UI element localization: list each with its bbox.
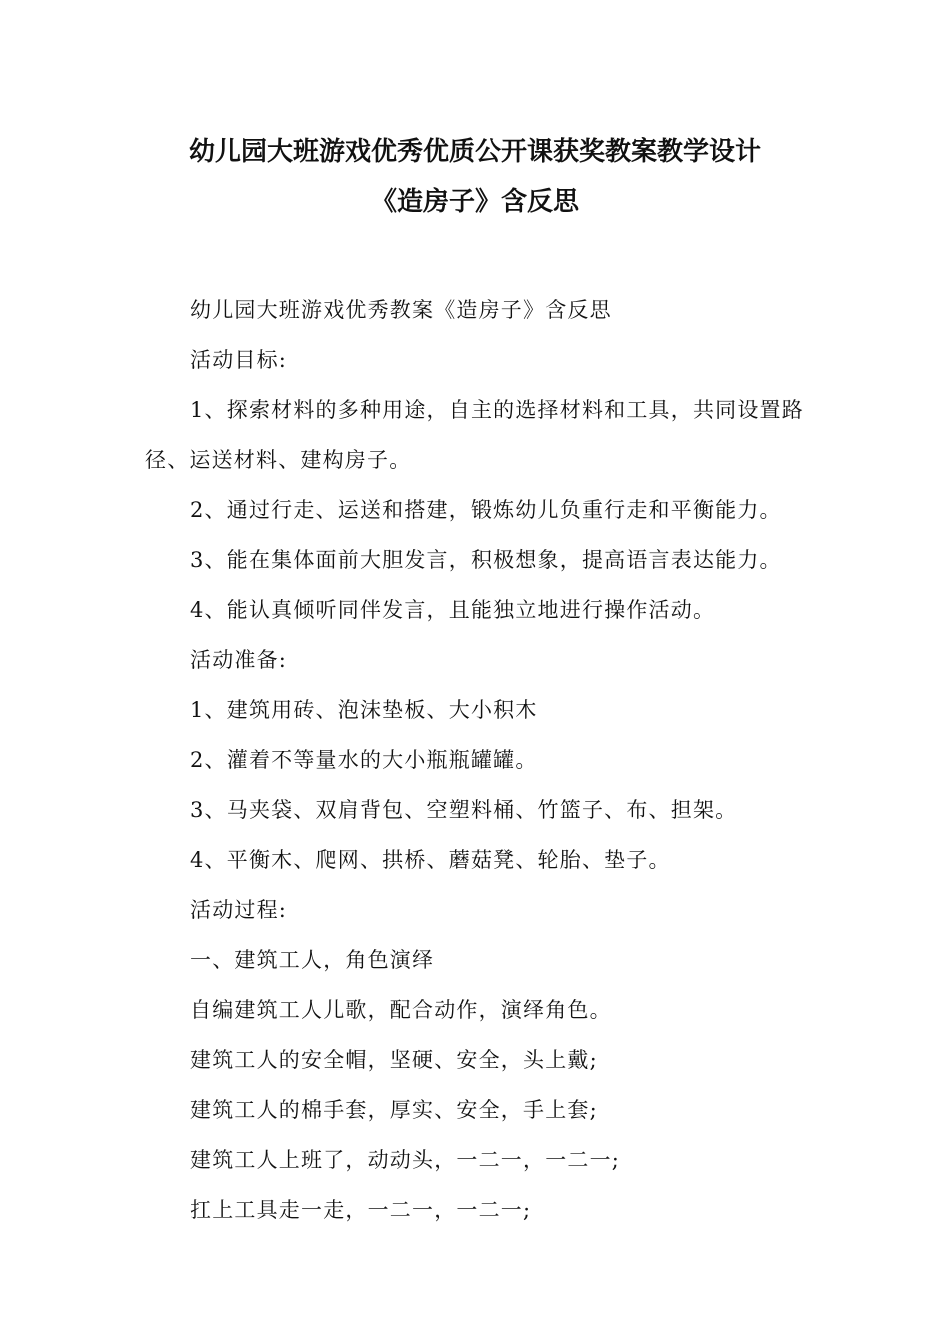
song-line-3: 建筑工人上班了，动动头，一二一，一二一; [190,1148,621,1172]
process-text: 自编建筑工人儿歌，配合动作，演绎角色。 [190,998,612,1022]
goal-item-4: 4、能认真倾听同伴发言，且能独立地进行操作活动。 [190,598,716,622]
document-title-line-1: 幼儿园大班游戏优秀优质公开课获奖教案教学设计 [188,137,761,167]
preparation-item-3: 3、马夹袋、双肩背包、空塑料桶、竹篮子、布、担架。 [190,798,738,822]
preparation-item-2: 2、灌着不等量水的大小瓶瓶罐罐。 [190,748,538,772]
heading-activity-process: 活动过程: [190,898,288,922]
goal-item-2: 2、通过行走、运送和搭建，锻炼幼儿负重行走和平衡能力。 [190,498,782,522]
paragraph-subtitle: 幼儿园大班游戏优秀教案《造房子》含反思 [190,298,612,322]
heading-activity-goals: 活动目标: [190,348,288,372]
song-line-4: 扛上工具走一走，一二一，一二一; [190,1198,532,1222]
goal-item-1: 1、探索材料的多种用途，自主的选择材料和工具，共同设置路径、运送材料、建构房子。 [145,398,804,472]
preparation-item-1: 1、建筑用砖、泡沫垫板、大小积木 [190,698,538,722]
document-body [145,285,810,1235]
document-title-line-2: 《造房子》含反思 [370,187,579,217]
song-line-1: 建筑工人的安全帽，坚硬、安全，头上戴; [190,1048,598,1072]
heading-activity-preparation: 活动准备: [190,648,288,672]
preparation-item-4: 4、平衡木、爬网、拱桥、蘑菇凳、轮胎、垫子。 [190,848,671,872]
goal-item-3: 3、能在集体面前大胆发言，积极想象，提高语言表达能力。 [190,548,782,572]
song-line-2: 建筑工人的棉手套，厚实、安全，手上套; [190,1098,598,1122]
process-section-1: 一、建筑工人，角色演绎 [190,948,435,972]
